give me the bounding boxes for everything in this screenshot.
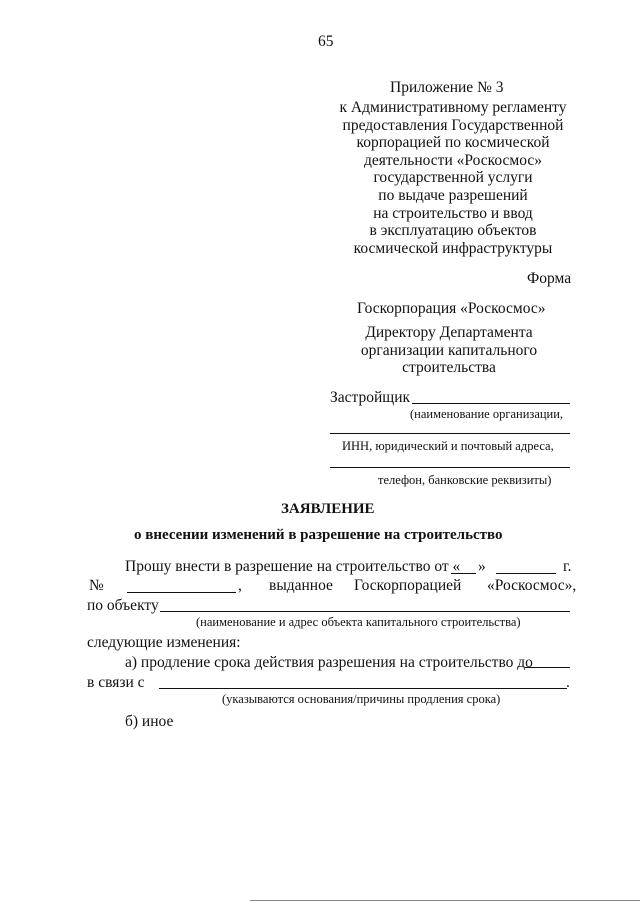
reason-period: . — [566, 674, 570, 691]
number-sign: № — [89, 577, 104, 594]
reason-field[interactable] — [159, 688, 567, 689]
scan-edge-line — [250, 900, 640, 901]
changes-label: следующие изменения: — [87, 634, 241, 651]
recipient-line: строительства — [402, 359, 496, 377]
appendix-title: Приложение № 3 — [390, 79, 504, 96]
appendix-line: в эксплуатацию объектов — [369, 222, 537, 240]
body-line-1: Прошу внести в разрешение на строительство от « — [125, 558, 461, 575]
developer-underline — [412, 403, 570, 404]
date-day-field[interactable] — [451, 573, 476, 574]
developer-hint-1: (наименование организации, — [410, 407, 564, 421]
form-label: Форма — [527, 270, 572, 287]
document-title: ЗАЯВЛЕНИЕ — [281, 501, 375, 517]
developer-underline-3 — [330, 467, 570, 468]
item-a: а) продление срока действия разрешения на строительство до — [125, 654, 533, 671]
issued-org: Госкорпорацией — [354, 577, 462, 594]
permit-number-field[interactable] — [127, 592, 236, 593]
recipient-line: организации капитального — [360, 341, 538, 359]
appendix-line: к Административному регламенту — [339, 99, 567, 116]
object-label: по объекту — [87, 597, 159, 614]
developer-hint-3: телефон, банковские реквизиты) — [378, 473, 552, 487]
recipient-line: Директору Департамента — [365, 324, 533, 341]
recipient-org: Госкорпорация «Роскосмос» — [357, 300, 546, 317]
appendix-line: по выдаче разрешений — [378, 186, 528, 204]
page-number: 65 — [318, 33, 334, 50]
reason-label: в связи с — [87, 674, 145, 691]
object-field[interactable] — [160, 611, 570, 612]
document-subtitle: о внесении изменений в разрешение на строительство — [134, 527, 503, 543]
developer-hint-2: ИНН, юридический и почтовый адреса, — [342, 439, 554, 453]
appendix-line: предоставления Государственной — [342, 116, 564, 134]
item-b: б) иное — [125, 713, 174, 730]
appendix-line: на строительство и ввод — [373, 204, 533, 222]
extension-date-field[interactable] — [525, 667, 570, 668]
issued-roscosmos: «Роскосмос», — [487, 577, 577, 594]
developer-underline-2 — [330, 433, 570, 434]
issued-word: выданное — [269, 577, 333, 594]
body-line-1-quote: » — [478, 558, 486, 575]
appendix-line: деятельности «Роскосмос» — [364, 151, 542, 169]
number-comma: , — [238, 577, 242, 594]
body-line-1-year: г. — [563, 558, 572, 575]
recipient-block — [356, 324, 542, 377]
developer-label: Застройщик — [330, 389, 411, 406]
date-month-field[interactable] — [496, 573, 556, 574]
reason-hint: (указываются основания/причины продления срока) — [222, 692, 501, 706]
appendix-line: космической инфраструктуры — [353, 239, 553, 257]
object-hint: (наименование и адрес объекта капитального строительства) — [196, 615, 521, 629]
appendix-line: корпорацией по космической — [356, 134, 550, 152]
appendix-line: государственной услуги — [373, 169, 533, 187]
appendix-text — [330, 99, 576, 257]
